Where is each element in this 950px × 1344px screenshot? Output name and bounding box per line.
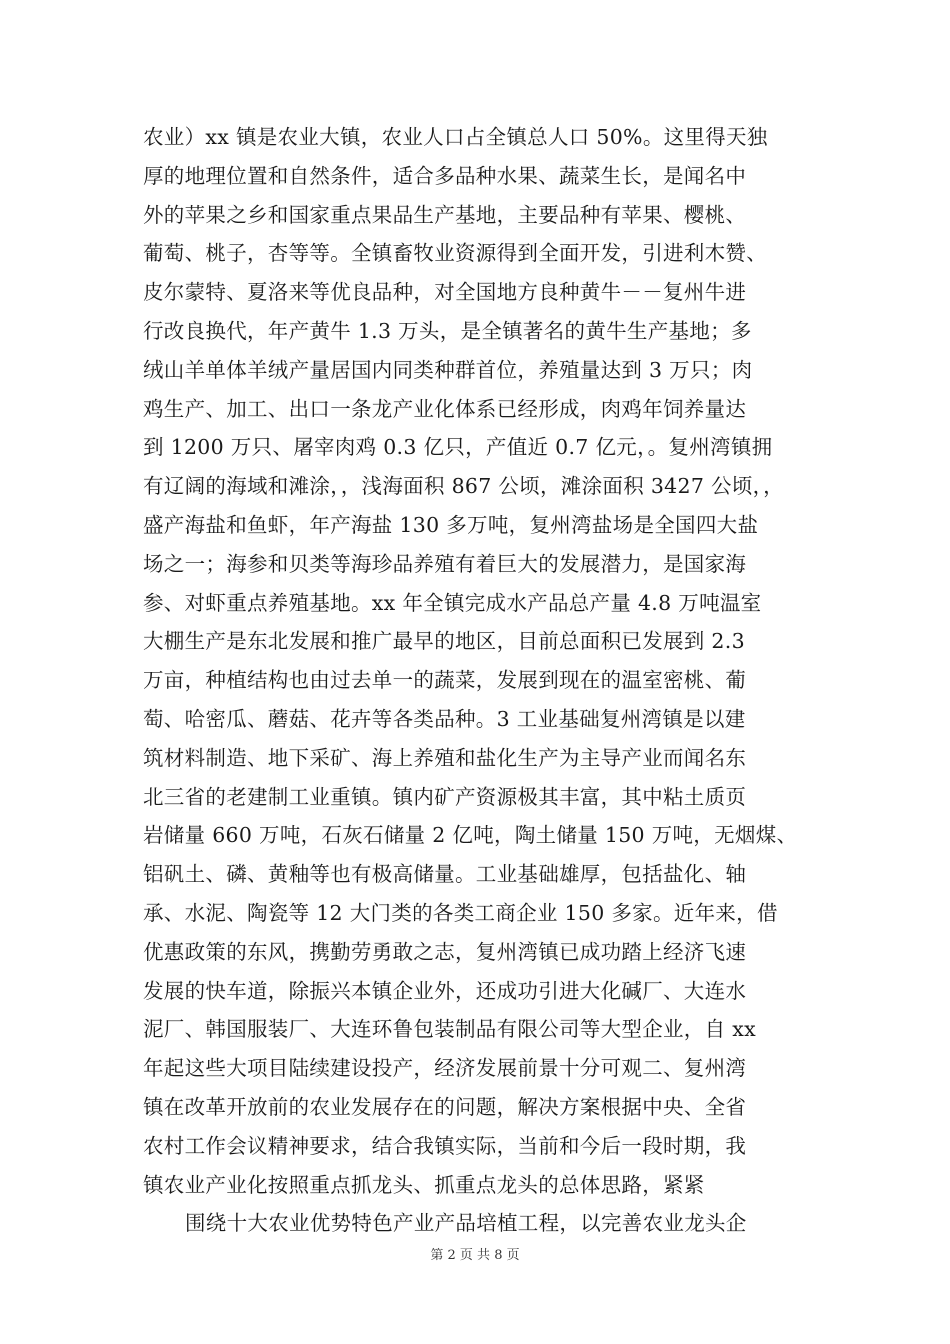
text-line: 大棚生产是东北发展和推广最早的地区，目前总面积已发展到 2.3: [143, 629, 745, 654]
text-line: 盛产海盐和鱼虾，年产海盐 130 多万吨，复州湾盐场是全国四大盐: [143, 512, 759, 537]
text-line: 葡萄、桃子，杏等等。全镇畜牧业资源得到全面开发，引进利木赞、: [143, 241, 767, 266]
text-line: 泥厂、韩国服装厂、大连环鲁包装制品有限公司等大型企业，自 xx: [143, 1017, 756, 1042]
text-line: 场之一；海参和贝类等海珍品养殖有着巨大的发展潜力，是国家海: [143, 551, 747, 576]
paragraph-start-line: 围绕十大农业优势特色产业产品培植工程，以完善农业龙头企: [185, 1211, 747, 1236]
text-line: 万亩，种植结构也由过去单一的蔬菜，发展到现在的温室密桃、葡: [143, 668, 747, 693]
body-text: [143, 118, 823, 1243]
text-line: 优惠政策的东风，携勤劳勇敢之志，复州湾镇已成功踏上经济飞速: [143, 939, 747, 964]
text-line: 镇农业产业化按照重点抓龙头、抓重点龙头的总体思路，紧紧: [143, 1172, 705, 1197]
text-line: 皮尔蒙特、夏洛来等优良品种，对全国地方良种黄牛－－复州牛进: [143, 280, 747, 305]
text-line: 年起这些大项目陆续建设投产，经济发展前景十分可观二、复州湾: [143, 1056, 747, 1081]
text-line: 行改良换代，年产黄牛 1.3 万头，是全镇著名的黄牛生产基地；多: [143, 318, 752, 343]
page-number-footer: 第 2 页 共 8 页: [430, 1248, 520, 1263]
text-line: 镇在改革开放前的农业发展存在的问题，解决方案根据中央、全省: [143, 1094, 747, 1119]
text-line: 萄、哈密瓜、蘑菇、花卉等各类品种。3 工业基础复州湾镇是以建: [143, 706, 746, 731]
text-line: 鸡生产、加工、出口一条龙产业化体系已经形成，肉鸡年饲养量达: [143, 396, 747, 421]
text-line: 外的苹果之乡和国家重点果品生产基地，主要品种有苹果、樱桃、: [143, 202, 747, 227]
text-line: 筑材料制造、地下采矿、海上养殖和盐化生产为主导产业而闻名东: [143, 745, 747, 770]
text-line: 参、对虾重点养殖基地。xx 年全镇完成水产品总产量 4.8 万吨温室: [143, 590, 762, 615]
text-line: 绒山羊单体羊绒产量居国内同类种群首位，养殖量达到 3 万只；肉: [143, 357, 753, 382]
text-line: 农村工作会议精神要求，结合我镇实际，当前和今后一段时期，我: [143, 1133, 747, 1158]
text-line: 农业）xx 镇是农业大镇，农业人口占全镇总人口 50%。这里得天独: [143, 125, 768, 149]
text-line: 到 1200 万只、屠宰肉鸡 0.3 亿只，产值近 0.7 亿元，。复州湾镇拥: [143, 435, 773, 460]
text-line: 承、水泥、陶瓷等 12 大门类的各类工商企业 150 多家。近年来，借: [143, 900, 778, 925]
text-line: 北三省的老建制工业重镇。镇内矿产资源极其丰富，其中粘土质页: [143, 784, 747, 809]
text-line: 岩储量 660 万吨，石灰石储量 2 亿吨，陶土储量 150 万吨，无烟煤、: [143, 823, 798, 848]
text-line: 发展的快车道，除振兴本镇企业外，还成功引进大化碱厂、大连水: [143, 978, 747, 1003]
text-line: 铝矾土、磷、黄釉等也有极高储量。工业基础雄厚，包括盐化、轴: [143, 862, 747, 887]
text-line: 厚的地理位置和自然条件，适合多品种水果、蔬菜生长，是闻名中: [143, 163, 747, 188]
text-line: 有辽阔的海域和滩涂，，浅海面积 867 公顷，滩涂面积 3427 公顷，，: [143, 474, 784, 499]
